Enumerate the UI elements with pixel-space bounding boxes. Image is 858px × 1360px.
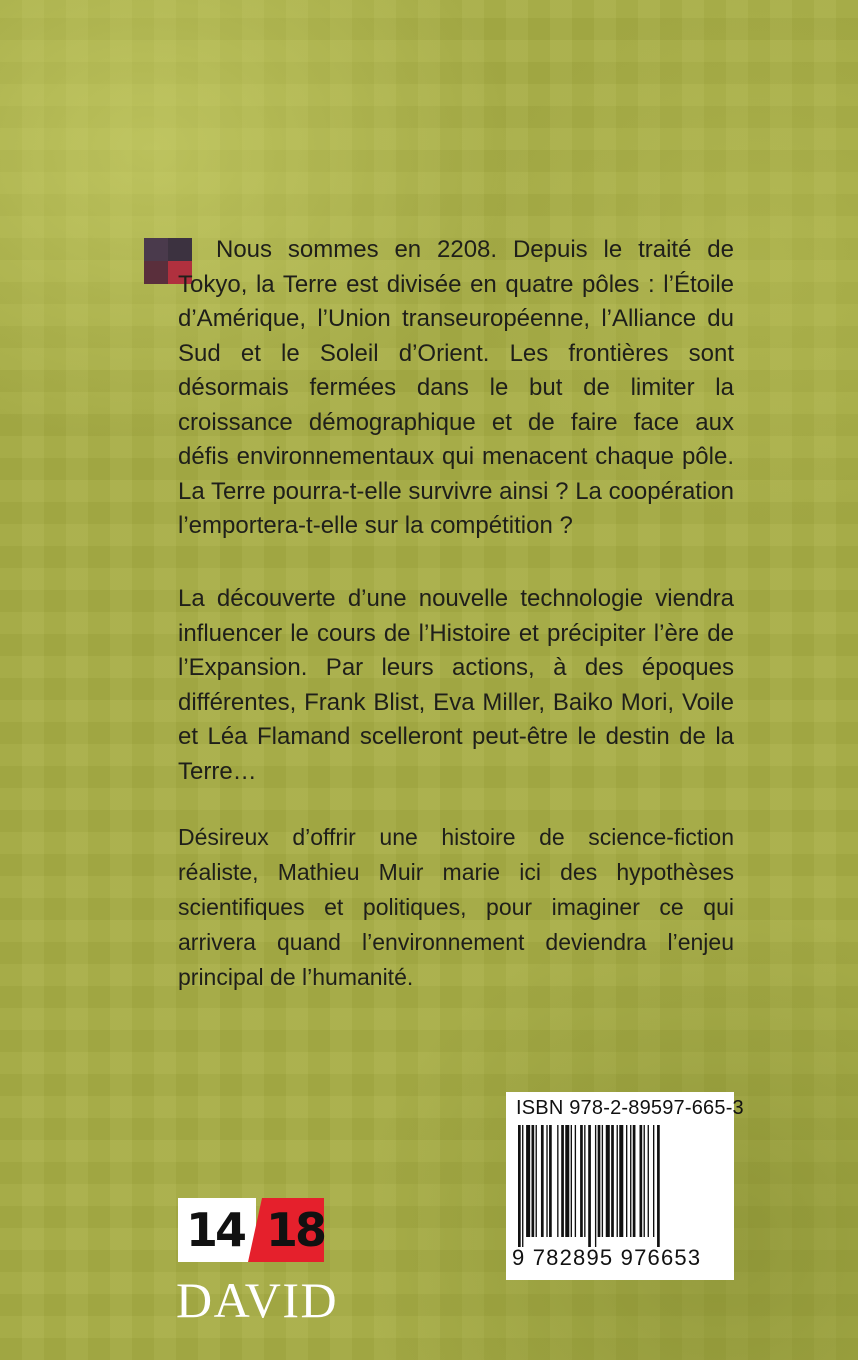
isbn-label: ISBN 978-2-89597-665-3 [516, 1097, 744, 1119]
synopsis-paragraph-1 [178, 233, 734, 544]
synopsis-paragraph-2: La découverte d’une nouvelle technologie viendra influencer le cours de l’Histoire et précipiter l’ère de l’Expansion. Par leurs actions, à des époques différentes, Frank Blist, Eva Miller, Baiko Mori, Voile et Léa Flamand scelleront peut-être le destin de la Terre… [178, 585, 734, 785]
isbn-barcode-box [506, 1092, 744, 1280]
barcode-icon [516, 1125, 724, 1247]
age-range-badge [178, 1198, 324, 1262]
author-note: Désireux d’offrir une histoire de science-fiction réaliste, Mathieu Muir marie ici des hypothèses scientifiques et politiques, pour imaginer ce qui arrivera quand l’environnement deviendra l’enjeu principal de l’humanité. [178, 824, 734, 990]
age-max: 18 [266, 1203, 325, 1257]
age-min: 14 [186, 1203, 245, 1257]
barcode-digits: 9 782895 976653 [512, 1245, 702, 1270]
synopsis-text-1: Nous sommes en 2208. Depuis le traité de Tokyo, la Terre est divisée en quatre pôles : l’Étoile d’Amérique, l’Union transeuropéenne, l’Alliance du Sud et le Soleil d’Orient. Les frontières sont désormais fermées dans le but de limiter la croissance démographique et de faire face aux défis environnementaux qui menacent chaque pôle. La Terre pourra-t-elle survivre ainsi ? La coopération l’emportera-t-elle sur la compétition ? [178, 236, 734, 539]
publisher-logo: DAVID [176, 1272, 339, 1328]
